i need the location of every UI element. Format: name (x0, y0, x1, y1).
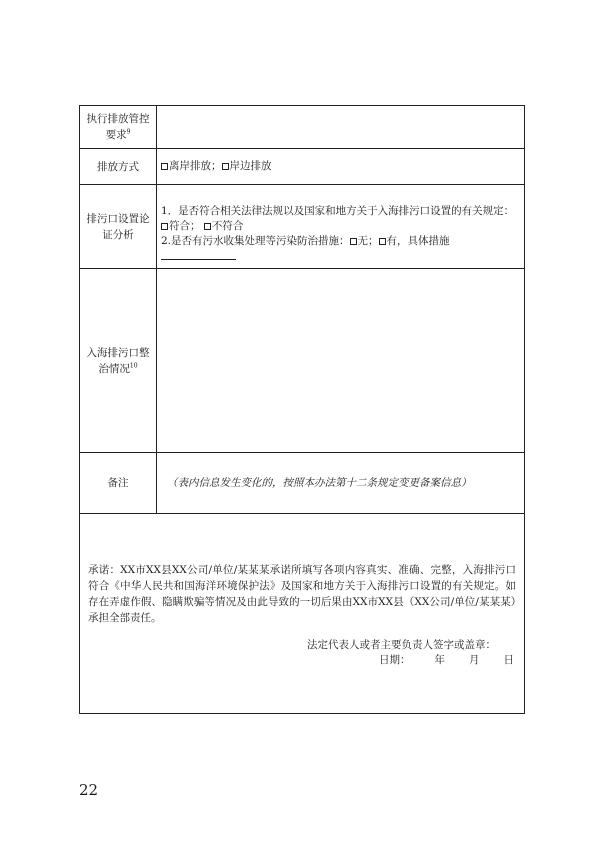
date-line (379, 653, 514, 667)
analysis-line-2 (161, 219, 518, 234)
checkbox-offshore-icon[interactable] (161, 163, 168, 170)
row-outfall-analysis (80, 185, 524, 269)
signature-line (307, 638, 496, 652)
checkbox-has-measures-icon[interactable] (379, 238, 386, 245)
row-discharge-method (80, 149, 524, 185)
measures-fill-line[interactable] (161, 249, 236, 260)
remarks-text: （表内信息发生变化的，按照本办法第十二条规定变更备案信息） (167, 476, 472, 489)
outfall-remediation-label-text: 入海排污口整治情况 (86, 346, 150, 375)
date-label: 日期： (379, 654, 411, 666)
label-discharge-method (80, 149, 157, 184)
checkbox-none-icon[interactable] (350, 238, 357, 245)
emission-control-value[interactable] (157, 106, 524, 148)
remarks-value (157, 453, 524, 513)
pledge-text: 承诺：XX市XX县XX公司/单位/某某某承诺所填写各项内容真实、准确、完整，入海排污口符合《中华人民共和国海洋环境保护法》及国家和地方关于入海排污口设置的有关规定。如存在弄虚作假、隐瞒欺骗等情况及由此导致的一切后果由XX市XX县（XX公司/单位/某某某）承担全部责任。 (88, 564, 516, 624)
emission-control-label-text: 执行排放管控要求 (86, 113, 150, 141)
checkbox-compliant-icon[interactable] (161, 223, 168, 230)
row-emission-control (80, 106, 524, 149)
date-day: 日 (503, 654, 514, 666)
label-remarks (80, 453, 157, 513)
option-non-compliant[interactable]: 不符合 (204, 220, 244, 232)
signature-label: 法定代表人或者主要负责人签字或盖章： (307, 639, 496, 651)
remarks-label-text: 备注 (107, 477, 129, 489)
label-emission-control (80, 106, 157, 148)
label-outfall-remediation (80, 269, 157, 452)
checkbox-non-compliant-icon[interactable] (204, 223, 211, 230)
option-shore[interactable]: 岸边排放 (222, 159, 272, 174)
outfall-analysis-label-text: 排污口设置论证分析 (86, 212, 150, 241)
discharge-method-value (157, 149, 524, 184)
outfall-analysis-value (157, 185, 524, 268)
filing-form-table (79, 105, 525, 714)
row-remarks (80, 453, 524, 514)
date-year: 年 (434, 654, 445, 666)
option-compliant[interactable]: 符合； (161, 220, 201, 232)
outfall-remediation-value[interactable] (157, 269, 524, 452)
footnote-9: 9 (126, 128, 131, 136)
date-month: 月 (469, 654, 480, 666)
row-outfall-remediation (80, 269, 524, 453)
discharge-method-label-text: 排放方式 (97, 160, 139, 173)
option-none[interactable]: 无； (350, 235, 379, 247)
row-pledge (80, 514, 524, 713)
footnote-10: 10 (129, 362, 138, 369)
checkbox-shore-icon[interactable] (222, 163, 229, 170)
analysis-line-1: 1．是否符合相关法律法规以及国家和地方关于入海排污口设置的有关规定： (161, 205, 515, 217)
page-number: 22 (79, 781, 99, 799)
option-has-measures[interactable]: 有，具体措施 (379, 235, 450, 247)
option-offshore[interactable]: 离岸排放； (161, 159, 222, 174)
analysis-line-3: 2.是否有污水收集处理等污染防治措施： 无； 有，具体措施 (161, 234, 518, 264)
label-outfall-analysis (80, 185, 157, 268)
